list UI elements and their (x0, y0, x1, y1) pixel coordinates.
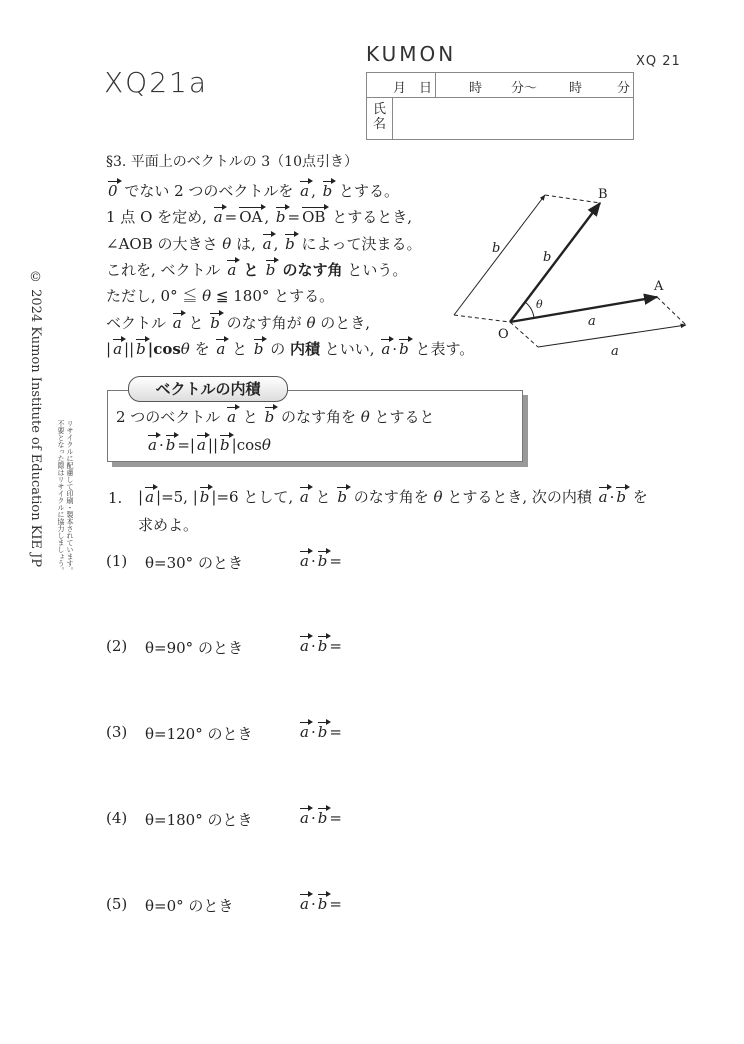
text-line (116, 406, 435, 427)
problem-label: (4) (106, 809, 128, 827)
inner-product-expression: a · b = (300, 895, 342, 913)
worksheet-code: XQ21a (104, 66, 209, 99)
text-line (106, 233, 422, 254)
vector-a: a (300, 809, 309, 827)
text: の (265, 339, 291, 358)
text: || (124, 339, 135, 358)
theta-label: θ (536, 298, 543, 311)
vector-a: a (227, 260, 237, 279)
vector-ob (510, 203, 600, 322)
bold-text: のなす角 (277, 260, 343, 279)
minute-from-label: 分～ (511, 81, 538, 96)
point-b-label: B (598, 187, 608, 202)
vector-oa (510, 297, 657, 322)
equals-sign: = (329, 809, 342, 827)
vector-a-label: a (588, 314, 596, 329)
vector-b: b (275, 208, 286, 227)
vector-a: a (300, 637, 309, 655)
text: は, (231, 234, 261, 253)
vector-a: a (196, 436, 206, 454)
kumon-logo: KUMON (366, 42, 457, 66)
text: という。 (342, 260, 408, 279)
text: と (310, 488, 336, 506)
theta-symbol: θ (222, 234, 232, 253)
vector-a-label: a (611, 344, 619, 359)
text: ∠AOB の大きさ (106, 234, 223, 253)
point-a-label: A (654, 279, 664, 294)
sheet-code: XQ 21 (636, 54, 681, 69)
theta-symbol: θ (202, 287, 212, 306)
text: ≦ 180° とする。 (211, 287, 335, 306)
month-label: 月 (393, 81, 407, 96)
text: , (273, 234, 284, 253)
problem-condition: θ=180° のとき (145, 811, 253, 829)
vector-a: a (300, 895, 309, 913)
hour-label: 時 (569, 81, 583, 96)
text: = (287, 208, 301, 227)
vector-b: b (285, 234, 295, 253)
text: とするとき, 次の内積 (442, 488, 597, 506)
problem-label: (3) (106, 723, 128, 741)
text-line (146, 436, 271, 454)
text: · (392, 339, 398, 358)
vector-a: a (113, 339, 123, 358)
problem-condition: θ=120° のとき (145, 725, 253, 743)
text-line (106, 206, 412, 227)
vector-b: b (317, 552, 328, 570)
problem-condition: θ=90° のとき (145, 639, 243, 657)
vector-b: b (264, 408, 275, 426)
vector-b: b (399, 339, 409, 358)
vector-b-label: b (492, 241, 501, 256)
vector-b: b (136, 339, 146, 358)
recycle-line: リサイクルに配慮して印刷・製本されています。 (66, 420, 74, 574)
text: とするとき, (327, 208, 412, 227)
vector-ob: OB (302, 208, 326, 227)
inner-product-expression: a · b = (300, 637, 342, 655)
text: |cos (231, 436, 262, 454)
bold-text: と (238, 260, 264, 279)
vector-b: b (265, 260, 276, 279)
text: , (311, 182, 321, 200)
vector-a: a (216, 339, 226, 358)
text: · (609, 488, 615, 506)
vector-a: a (262, 234, 272, 253)
problem-label: (2) (106, 637, 128, 655)
text: のなす角を (348, 488, 434, 506)
inner-product-expression: a · b = (300, 552, 342, 570)
bold-text: |cos (147, 339, 181, 358)
vector-b: b (253, 339, 264, 358)
date-name-table (366, 72, 634, 140)
vector-b: b (616, 488, 626, 506)
vector-a: a (213, 208, 223, 227)
recycle-line: 不要となった際はリサイクルに協力しましょう。 (57, 420, 65, 574)
vector-b: b (337, 488, 347, 506)
copyright: © 2024 Kumon Institute of Education KIE JP (28, 270, 43, 568)
vector-b-label: b (543, 250, 552, 265)
vector-b: b (210, 313, 220, 332)
text: によって決まる。 (296, 234, 422, 253)
theta-symbol: θ (180, 339, 190, 358)
day-label: 日 (419, 81, 433, 96)
problem-condition: θ=0° のとき (145, 897, 234, 915)
text: これを, ベクトル (106, 260, 226, 279)
text: || (207, 436, 219, 454)
text: と (238, 408, 263, 426)
dashed-line (454, 315, 510, 322)
section-title: §3. 平面上のベクトルの 3（10点引き） (106, 154, 358, 170)
angle-arc (525, 302, 534, 318)
text: のとき, (315, 313, 371, 332)
theta-symbol: θ (433, 488, 443, 506)
problem-label: (5) (106, 895, 128, 913)
text: と表す。 (410, 339, 475, 358)
equals-sign: = (329, 637, 342, 655)
vector-oa: OA (239, 208, 263, 227)
vector-a: a (145, 488, 155, 506)
text: | (106, 339, 112, 358)
vector-a: a (299, 488, 309, 506)
inner-product-expression: a · b = (300, 809, 342, 827)
vector-b: b (220, 436, 230, 454)
text-line (106, 259, 407, 280)
inner-product-expression: a · b = (300, 723, 342, 741)
vector-b: b (317, 809, 328, 827)
text: 1 点 O を定め, (106, 208, 212, 227)
text: ただし, 0° ≦ (106, 287, 203, 306)
name-label: 氏名 (367, 97, 393, 139)
definition-title: ベクトルの内積 (128, 376, 288, 402)
text-line (106, 312, 370, 333)
dashed-line (545, 195, 600, 203)
vector-a: a (300, 182, 310, 200)
text: のなす角が (221, 313, 307, 332)
question-number: 1. (108, 489, 123, 507)
vector-a: a (172, 313, 182, 332)
vector-b: b (317, 895, 328, 913)
vector-a: a (300, 552, 309, 570)
text: = (224, 208, 238, 227)
date-time-row (367, 73, 633, 98)
point-o-label: O (498, 327, 509, 342)
text: と (227, 339, 252, 358)
vector-b: b (322, 182, 333, 200)
text: ベクトル (106, 313, 171, 332)
text: · (158, 436, 164, 454)
divider (435, 73, 436, 97)
dashed-line (657, 297, 686, 325)
dashed-line (510, 322, 538, 347)
text: でない 2 つのベクトルを (119, 182, 299, 200)
hour-label: 時 (469, 81, 483, 96)
text: |=5, | (156, 488, 198, 506)
text: を (189, 339, 215, 358)
vector-a: a (148, 436, 157, 454)
theta-symbol: θ (306, 313, 316, 332)
theta-symbol: θ (261, 436, 271, 454)
text: と (183, 313, 209, 332)
equals-sign: = (329, 552, 342, 570)
text: |=6 として, (211, 488, 298, 506)
text: とする。 (334, 182, 400, 200)
text-line (106, 180, 399, 201)
vector-a: a (598, 488, 608, 506)
text: 求めよ。 (138, 516, 199, 534)
vector-a: a (300, 723, 309, 741)
text-line (106, 285, 334, 306)
problem-label: (1) (106, 552, 128, 570)
vector-diagram (440, 180, 700, 370)
vector-b: b (317, 637, 328, 655)
equals-sign: = (329, 723, 342, 741)
text-line (106, 338, 474, 359)
text: を (627, 488, 648, 506)
bold-text: 内積 (290, 339, 321, 358)
minute-to-label: 分 (617, 81, 631, 96)
text: とすると (369, 408, 435, 426)
theta-symbol: θ (360, 408, 370, 426)
text: =| (177, 436, 195, 454)
vector-b: b (317, 723, 328, 741)
text-line (138, 514, 198, 535)
text: 2 つのベクトル (116, 408, 226, 426)
vector-b: b (199, 488, 210, 506)
vector-0: 0 (108, 182, 118, 200)
vector-b: b (165, 436, 176, 454)
problem-condition: θ=30° のとき (145, 554, 243, 572)
text-line (138, 486, 648, 507)
recycle-note (56, 420, 74, 574)
text: といい, (320, 339, 380, 358)
equals-sign: = (329, 895, 342, 913)
text: , (264, 208, 274, 227)
vector-a: a (227, 408, 237, 426)
text: のなす角を (276, 408, 361, 426)
vector-a: a (381, 339, 391, 358)
text: | (138, 488, 144, 506)
